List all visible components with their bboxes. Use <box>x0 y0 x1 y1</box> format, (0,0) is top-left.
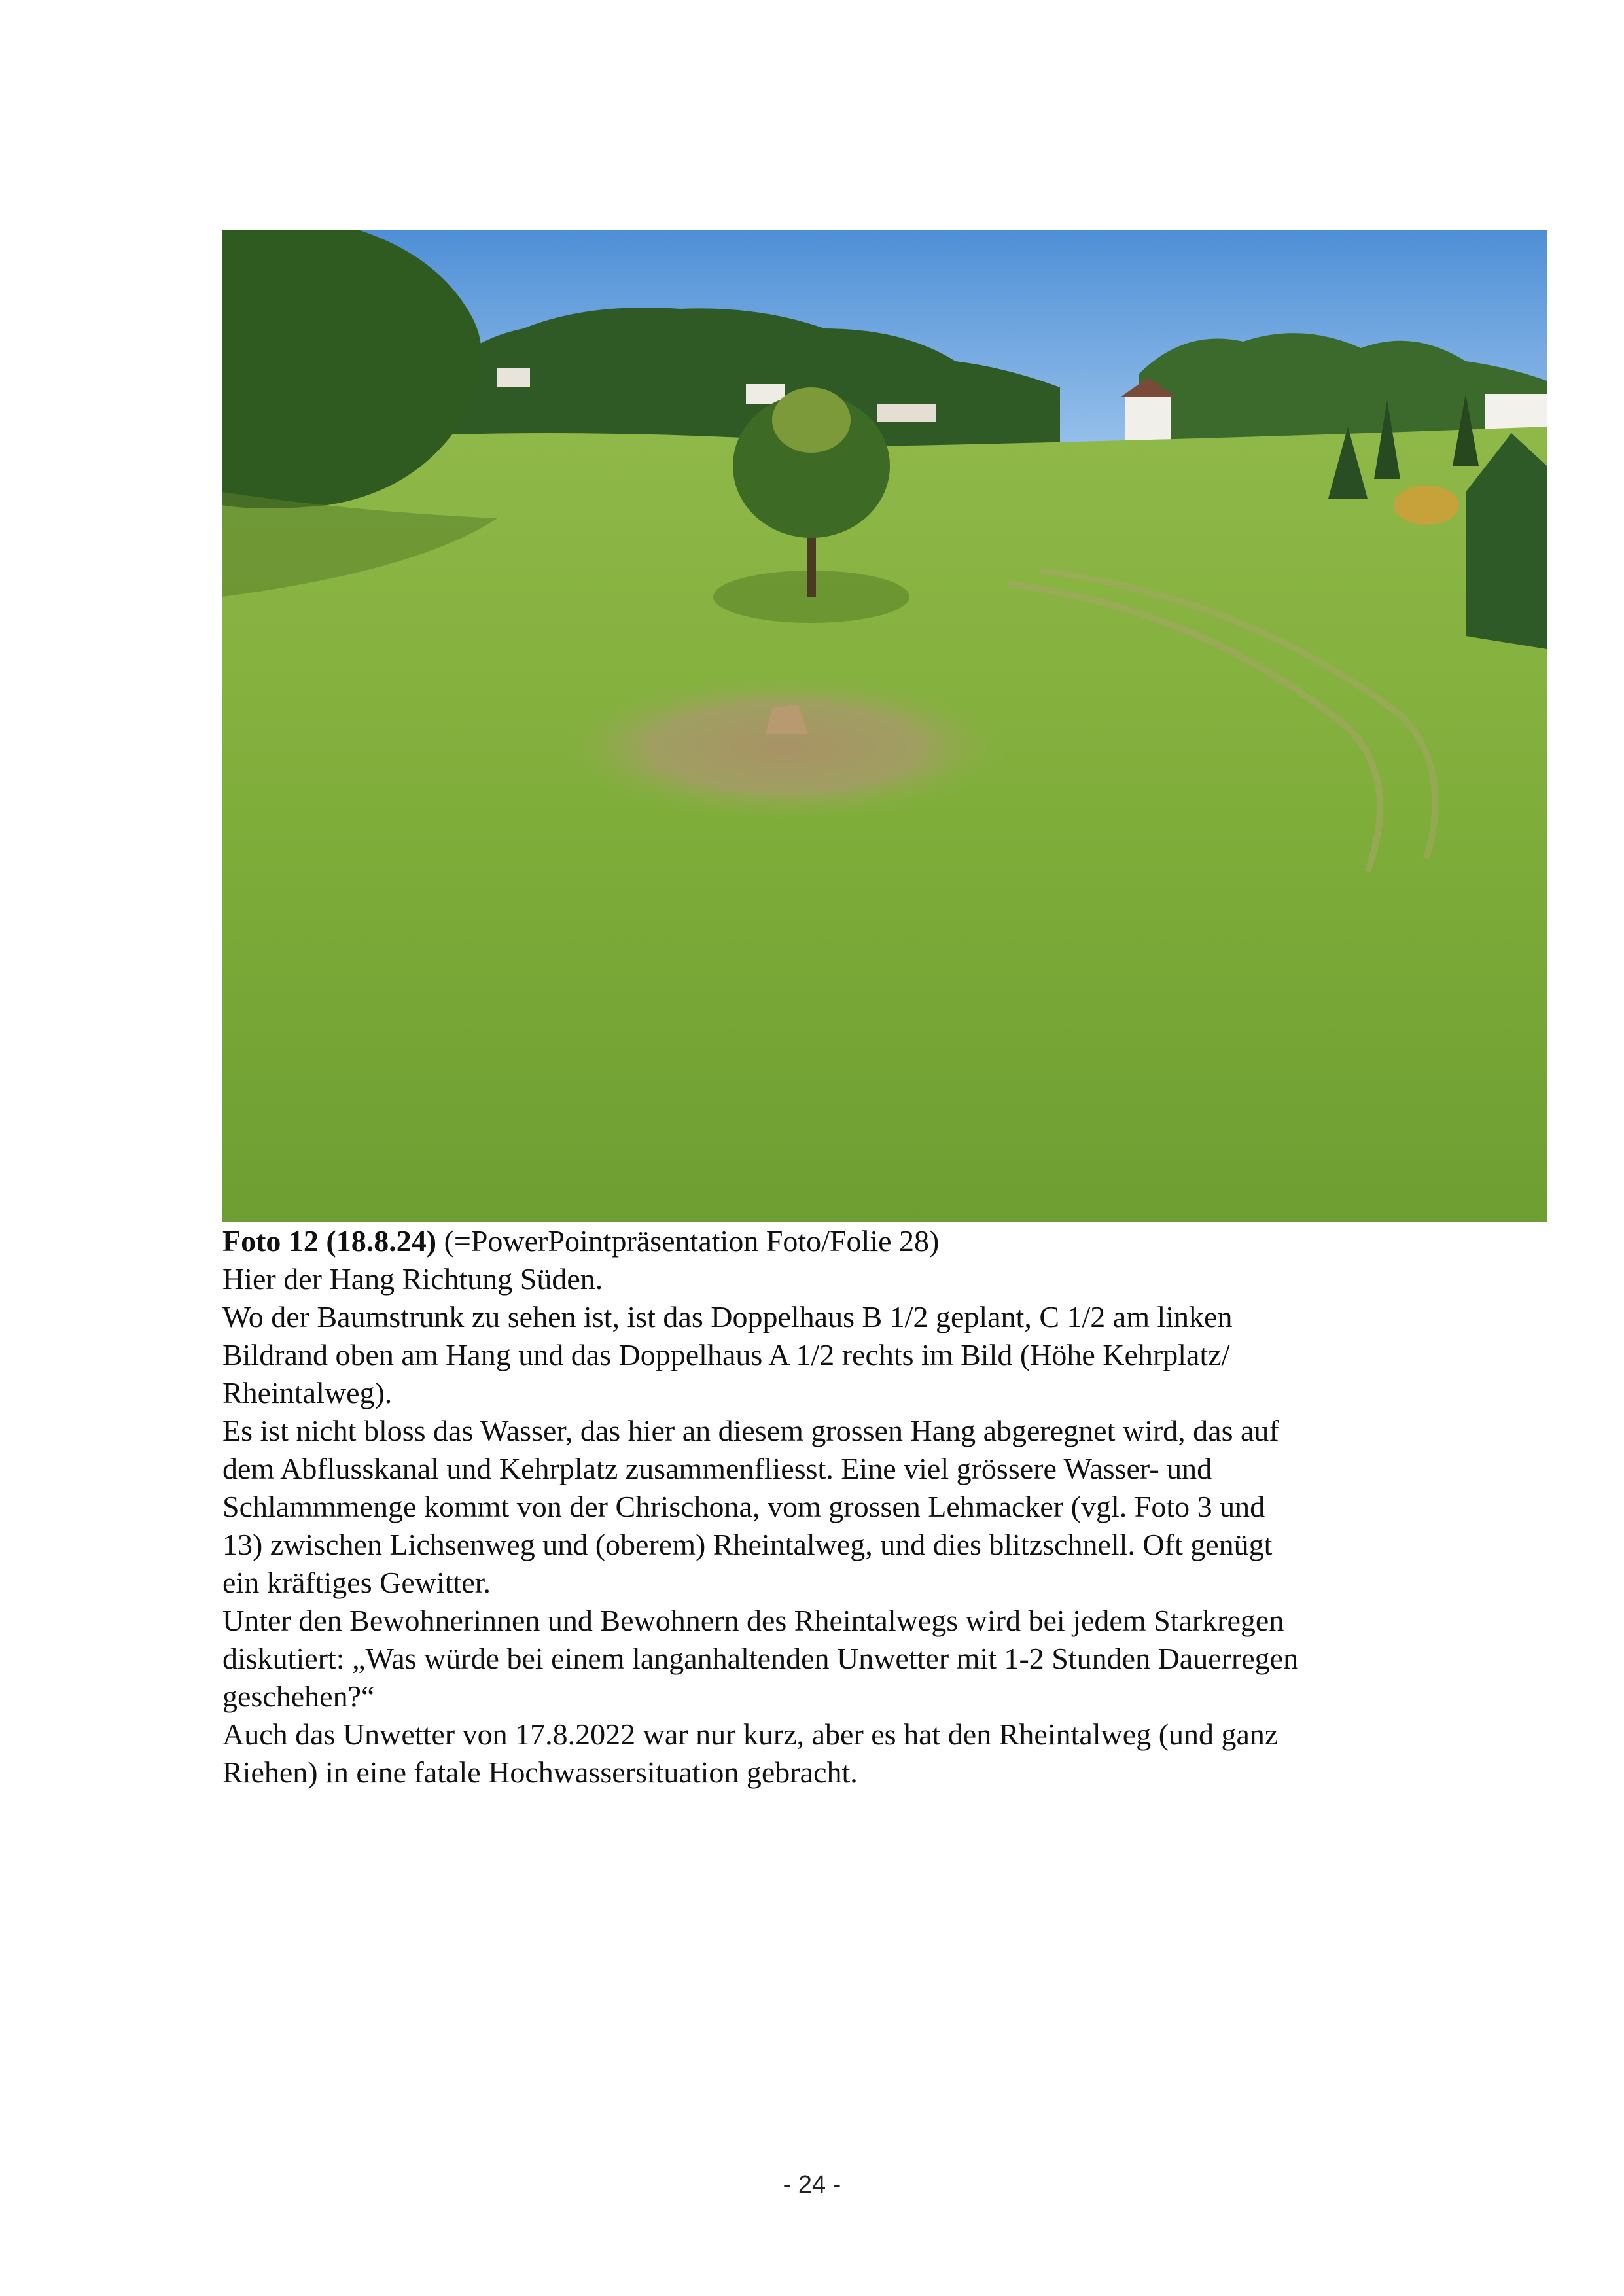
caption-line: Unter den Bewohnerinnen und Bewohnern des Rheintalwegs wird bei jedem Starkregen <box>222 1604 1284 1637</box>
photo-meadow <box>222 230 1547 1222</box>
house <box>497 368 530 387</box>
caption-title-rest: (=PowerPointpräsentation Foto/Folie 28) <box>436 1224 940 1258</box>
tree-crown-top <box>772 387 851 453</box>
house <box>1125 394 1171 443</box>
caption-line: Es ist nicht bloss das Wasser, das hier an diesem grossen Hang abgeregnet wird, das auf <box>222 1414 1279 1447</box>
caption-line: ein kräftiges Gewitter. <box>222 1566 491 1599</box>
caption-line: diskutiert: „Was würde bei einem langanhaltenden Unwetter mit 1-2 Stunden Dauerregen <box>222 1642 1299 1675</box>
yellow-shrub <box>1394 486 1459 525</box>
caption-title <box>222 1222 1466 1260</box>
page-number: - 24 - <box>783 2171 841 2199</box>
caption-line: Schlammmenge kommt von der Chrischona, vom grossen Lehmacker (vgl. Foto 3 und <box>222 1490 1265 1523</box>
caption-line: Wo der Baumstrunk zu sehen ist, ist das Doppelhaus B 1/2 geplant, C 1/2 am linken <box>222 1300 1233 1333</box>
photo-caption <box>222 1222 1466 1792</box>
bare-patch <box>563 675 1008 819</box>
house <box>1485 394 1547 430</box>
caption-line: 13) zwischen Lichsenweg und (oberem) Rheintalweg, und dies blitzschnell. Oft genügt <box>222 1528 1273 1561</box>
caption-line: geschehen?“ <box>222 1680 375 1713</box>
caption-line: Hier der Hang Richtung Süden. <box>222 1262 603 1296</box>
caption-line: Rheintalweg). <box>222 1376 393 1409</box>
caption-line: dem Abflusskanal und Kehrplatz zusammenfliesst. Eine viel grössere Wasser- und <box>222 1452 1212 1485</box>
house <box>877 404 936 422</box>
caption-line: Riehen) in eine fatale Hochwassersituation gebracht. <box>222 1756 858 1789</box>
caption-line: Bildrand oben am Hang und das Doppelhaus A 1/2 rechts im Bild (Höhe Kehrplatz/ <box>222 1338 1230 1371</box>
photo-illustration <box>222 230 1547 1222</box>
caption-title-bold: Foto 12 (18.8.24) <box>222 1224 437 1258</box>
caption-line: Auch das Unwetter von 17.8.2022 war nur kurz, aber es hat den Rheintalweg (und ganz <box>222 1718 1279 1751</box>
